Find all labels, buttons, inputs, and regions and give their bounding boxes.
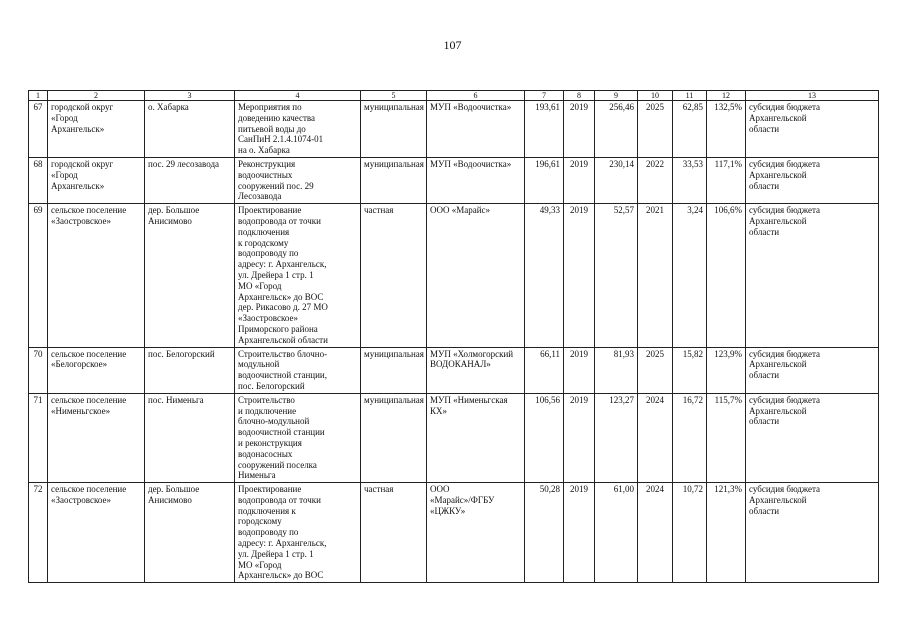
locality-cell: дер. Большое Анисимово — [145, 204, 235, 347]
year-cell: 2019 — [564, 483, 595, 583]
municipality-cell: сельское поселение «Белогорское» — [48, 347, 145, 393]
year-cell: 2019 — [564, 204, 595, 347]
municipality-cell: городской округ «Город Архангельск» — [48, 101, 145, 158]
column-header: 8 — [564, 91, 595, 101]
year-cell: 2019 — [564, 393, 595, 482]
locality-cell: дер. Большое Анисимово — [145, 483, 235, 583]
percent-cell: 106,6% — [707, 204, 746, 347]
column-header: 11 — [673, 91, 707, 101]
column-header: 10 — [638, 91, 673, 101]
row-number: 69 — [29, 204, 48, 347]
ownership-cell: муниципальная — [361, 347, 427, 393]
value-cell: 3,24 — [673, 204, 707, 347]
value-cell: 16,72 — [673, 393, 707, 482]
year-cell: 2021 — [638, 204, 673, 347]
operator-cell: МУП «Нименьгская КХ» — [427, 393, 525, 482]
table-row — [29, 157, 879, 203]
investment-table — [28, 90, 879, 583]
year-cell: 2019 — [564, 347, 595, 393]
measure-cell: Мероприятия по доведению качества питьевой воды до СанПиН 2.1.4.1074-01 на о. Хабарка — [235, 101, 361, 158]
year-cell: 2025 — [638, 347, 673, 393]
year-cell: 2024 — [638, 483, 673, 583]
value-cell: 196,61 — [525, 157, 564, 203]
funding-source-cell: субсидия бюджета Архангельской области — [746, 393, 879, 482]
value-cell: 10,72 — [673, 483, 707, 583]
value-cell: 49,33 — [525, 204, 564, 347]
year-cell: 2019 — [564, 101, 595, 158]
column-header: 2 — [48, 91, 145, 101]
ownership-cell: муниципальная — [361, 393, 427, 482]
percent-cell: 121,3% — [707, 483, 746, 583]
value-cell: 106,56 — [525, 393, 564, 482]
value-cell: 33,53 — [673, 157, 707, 203]
municipality-cell: сельское поселение «Нименьгское» — [48, 393, 145, 482]
value-cell: 81,93 — [595, 347, 638, 393]
value-cell: 193,61 — [525, 101, 564, 158]
row-number: 70 — [29, 347, 48, 393]
table-row — [29, 347, 879, 393]
page-number: 107 — [443, 38, 462, 52]
measure-cell: Проектирование водопровода от точки подключения к городскому водопроводу по адресу: г. Архангельск, ул. Дрейера 1 стр. 1 МО «Город Архангельск» до ВОС дер. Рикасово д. 27 МО «Заостровское» Приморского района Архангельской области — [235, 204, 361, 347]
table-row — [29, 204, 879, 347]
municipality-cell: сельское поселение «Заостровское» — [48, 204, 145, 347]
year-cell: 2024 — [638, 393, 673, 482]
measure-cell: Реконструкция водоочистных сооружений пос. 29 Лесозавода — [235, 157, 361, 203]
column-number-row — [29, 91, 879, 101]
value-cell: 256,46 — [595, 101, 638, 158]
column-header: 12 — [707, 91, 746, 101]
municipality-cell: сельское поселение «Заостровское» — [48, 483, 145, 583]
year-cell: 2019 — [564, 157, 595, 203]
locality-cell: пос. Белогорский — [145, 347, 235, 393]
measure-cell: Строительство и подключение блочно-модульной водоочистной станции и реконструкция водонасосных сооружений поселка Нименьга — [235, 393, 361, 482]
column-header: 7 — [525, 91, 564, 101]
value-cell: 230,14 — [595, 157, 638, 203]
operator-cell: МУП «Холмогорский ВОДОКАНАЛ» — [427, 347, 525, 393]
ownership-cell: муниципальная — [361, 101, 427, 158]
row-number: 71 — [29, 393, 48, 482]
funding-source-cell: субсидия бюджета Архангельской области — [746, 157, 879, 203]
year-cell: 2022 — [638, 157, 673, 203]
measure-cell: Проектирование водопровода от точки подключения к городскому водопроводу по адресу: г. Архангельск, ул. Дрейера 1 стр. 1 МО «Город Архангельск» до ВОС — [235, 483, 361, 583]
percent-cell: 132,5% — [707, 101, 746, 158]
percent-cell: 115,7% — [707, 393, 746, 482]
operator-cell: МУП «Водоочистка» — [427, 157, 525, 203]
value-cell: 50,28 — [525, 483, 564, 583]
locality-cell: пос. Нименьга — [145, 393, 235, 482]
operator-cell: МУП «Водоочистка» — [427, 101, 525, 158]
column-header: 9 — [595, 91, 638, 101]
municipality-cell: городской округ «Город Архангельск» — [48, 157, 145, 203]
value-cell: 52,57 — [595, 204, 638, 347]
value-cell: 66,11 — [525, 347, 564, 393]
row-number: 72 — [29, 483, 48, 583]
percent-cell: 117,1% — [707, 157, 746, 203]
locality-cell: пос. 29 лесозавода — [145, 157, 235, 203]
column-header: 1 — [29, 91, 48, 101]
table-row — [29, 101, 879, 158]
year-cell: 2025 — [638, 101, 673, 158]
table-row — [29, 483, 879, 583]
row-number: 68 — [29, 157, 48, 203]
operator-cell: ООО «Марайс» — [427, 204, 525, 347]
funding-source-cell: субсидия бюджета Архангельской области — [746, 204, 879, 347]
funding-source-cell: субсидия бюджета Архангельской области — [746, 101, 879, 158]
column-header: 3 — [145, 91, 235, 101]
column-header: 5 — [361, 91, 427, 101]
operator-cell: ООО «Марайс»/ФГБУ «ЦЖКУ» — [427, 483, 525, 583]
value-cell: 123,27 — [595, 393, 638, 482]
column-header: 6 — [427, 91, 525, 101]
percent-cell: 123,9% — [707, 347, 746, 393]
column-header: 13 — [746, 91, 879, 101]
value-cell: 15,82 — [673, 347, 707, 393]
column-header: 4 — [235, 91, 361, 101]
ownership-cell: муниципальная — [361, 157, 427, 203]
value-cell: 61,00 — [595, 483, 638, 583]
funding-source-cell: субсидия бюджета Архангельской области — [746, 483, 879, 583]
ownership-cell: частная — [361, 483, 427, 583]
locality-cell: о. Хабарка — [145, 101, 235, 158]
row-number: 67 — [29, 101, 48, 158]
funding-source-cell: субсидия бюджета Архангельской области — [746, 347, 879, 393]
table-row — [29, 393, 879, 482]
ownership-cell: частная — [361, 204, 427, 347]
value-cell: 62,85 — [673, 101, 707, 158]
measure-cell: Строительство блочно- модульной водоочистной станции, пос. Белогорский — [235, 347, 361, 393]
